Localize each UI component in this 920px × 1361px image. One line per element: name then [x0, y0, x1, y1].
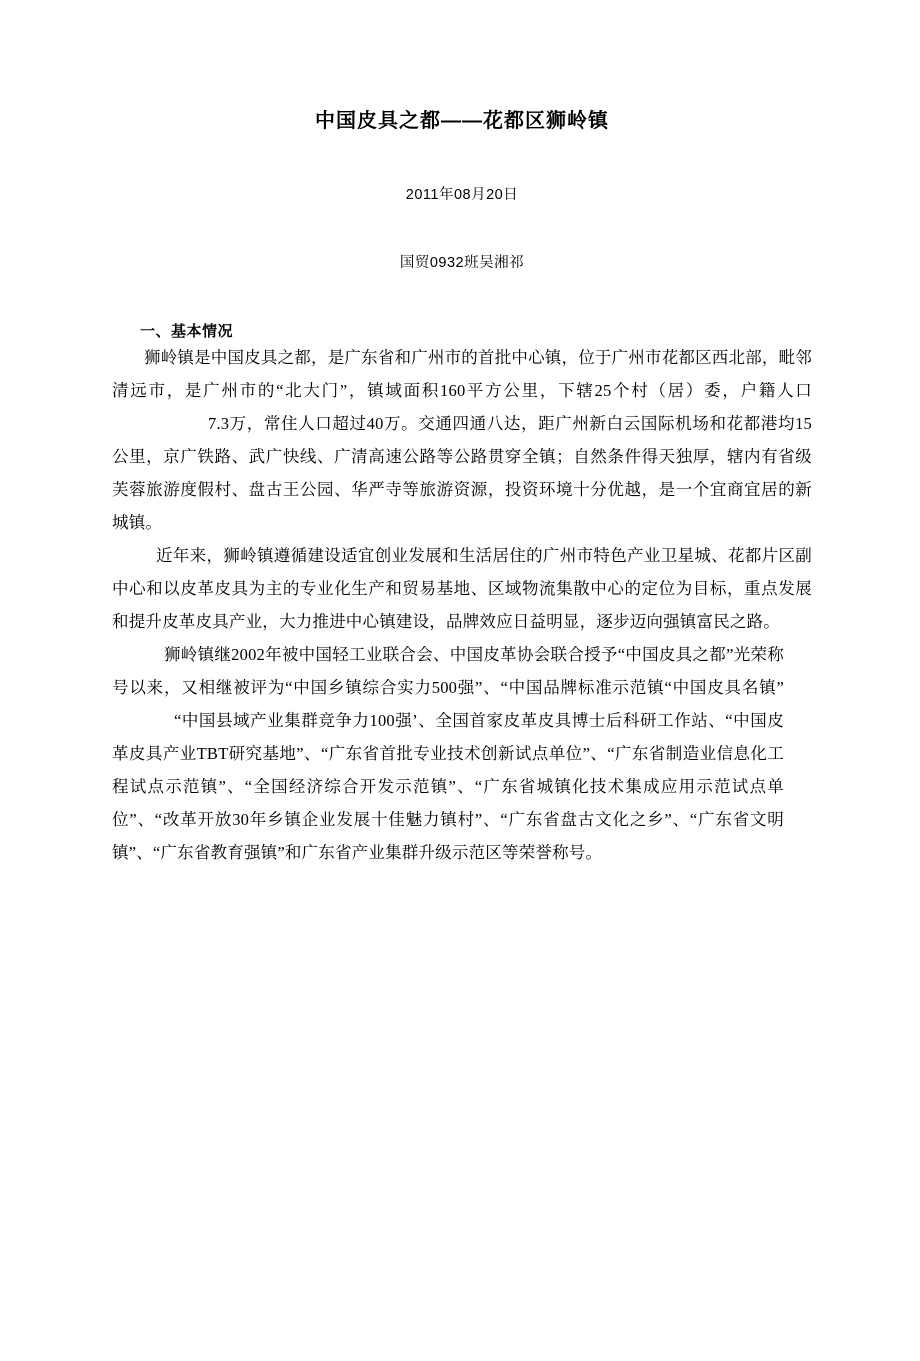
- document-date: 2011年08月20日: [405, 187, 519, 203]
- section-heading-basic-info: 一、基本情况: [140, 323, 234, 340]
- page-title: 中国皮具之都——花都区狮岭镇: [315, 110, 609, 132]
- document-author: 国贸0932班吴湘祁: [399, 255, 525, 271]
- paragraph-honors-part-2: “中国县域产业集群竞争力100强’、全国首家皮革皮具博士后科研工作站、“中国皮革皮具产业TBT研究基地”、“广东省首批专业技术创新试点单位”、“广东省制造业信息化工程试点示范镇”、“全国经济综合开发示范镇”、“广东省城镇化技术集成应用示范试点单位”、“改革开放30年乡镇企业发展十佳魅力镇村”、“广东省盘古文化之乡”、“广东省文明镇”、“广东省教育强镇”和广东省产业集群升级示范区等荣誉称号。: [112, 711, 784, 862]
- paragraph-honors: [112, 638, 784, 869]
- paragraph-development: 近年来，狮岭镇遵循建设适宜创业发展和生活居住的广州市特色产业卫星城、花都片区副中心和以皮革皮具为主的专业化生产和贸易基地、区域物流集散中心的定位为目标，重点发展和提升皮革皮具产业，大力推进中心镇建设，品牌效应日益明显，逐步迈向强镇富民之路。: [112, 546, 812, 631]
- document-content: [112, 0, 812, 869]
- paragraph-honors-part-1: 狮岭镇继2002年被中国轻工业联合会、中国皮革协会联合授予“中国皮具之都”光荣称号以来，又相继被评为“中国乡镇综合实力500强”、“中国品牌标准示范镇“中国皮具名镇”: [112, 645, 784, 697]
- paragraph-overview-part-2: 7.3万，常住人口超过40万。交通四通八达，距广州新白云国际机场和花都港均15公里，京广铁路、武广快线、广清高速公路等公路贯穿全镇；自然条件得天独厚，辖内有省级芙蓉旅游度假村、盘古王公园、华严寺等旅游资源，投资环境十分优越，是一个宜商宜居的新城镇。: [112, 414, 812, 532]
- paragraph-overview: [112, 341, 812, 539]
- paragraph-overview-part-1: 狮岭镇是中国皮具之都，是广东省和广州市的首批中心镇，位于广州市花都区西北部，毗邻清远市，是广州市的“北大门”，镇域面积160平方公里，下辖25个村（居）委，户籍人口: [112, 348, 812, 400]
